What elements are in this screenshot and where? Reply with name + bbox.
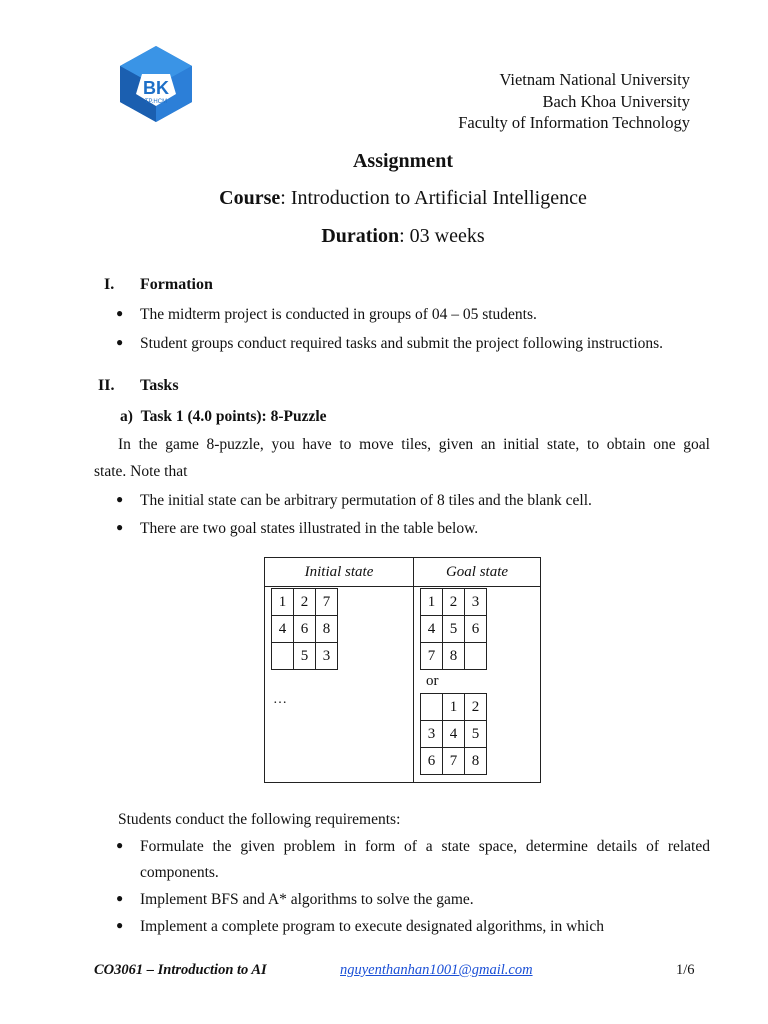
puzzle-tile (421, 694, 443, 721)
puzzle-tile: 7 (443, 748, 465, 775)
doc-title: Assignment (352, 150, 453, 172)
bullet-icon: ● (116, 891, 124, 905)
puzzle-tile: 5 (294, 643, 316, 670)
goal-grid-1 (420, 588, 487, 670)
footer-email-link[interactable]: nguyenthanhan1001@gmail.com (340, 962, 533, 978)
header-line-2: Bach Khoa University (542, 92, 690, 111)
university-logo (112, 44, 200, 132)
puzzle-tile: 3 (465, 589, 487, 616)
puzzle-tile: 5 (443, 616, 465, 643)
puzzle-tile: 1 (421, 589, 443, 616)
puzzle-tile: 4 (443, 721, 465, 748)
puzzle-tile: 4 (272, 616, 294, 643)
puzzle-tile: 7 (316, 589, 338, 616)
puzzle-tile: 5 (465, 721, 487, 748)
bullet-icon: ● (116, 306, 124, 320)
puzzle-tile: 2 (465, 694, 487, 721)
puzzle-tile: 6 (465, 616, 487, 643)
logo-subtext: TP.HCM (144, 99, 168, 105)
section-1-numeral: I. (104, 276, 115, 293)
footer-course: CO3061 – Introduction to AI (94, 962, 267, 978)
puzzle-tile: 3 (421, 721, 443, 748)
or-label: or (426, 673, 439, 689)
initial-state-header: Initial state (265, 558, 414, 587)
task-1-heading: a) Task 1 (4.0 points): 8-Puzzle (120, 408, 327, 425)
header-line-3: Faculty of Information Technology (458, 113, 690, 132)
puzzle-tile: 4 (421, 616, 443, 643)
requirements-intro: Students conduct the following requirements: (118, 811, 401, 828)
paragraph-line-1: In the game 8-puzzle, you have to move tiles, given an initial state, to obtain one goal (118, 436, 710, 453)
bullet-icon: ● (116, 918, 124, 932)
header-line-1: Vietnam National University (499, 70, 690, 89)
initial-state-cell (265, 587, 414, 783)
course-line (0, 187, 768, 210)
puzzle-tile: 8 (443, 643, 465, 670)
logo-text: BK (143, 78, 169, 98)
puzzle-tile: 3 (316, 643, 338, 670)
puzzle-tile: 1 (443, 694, 465, 721)
puzzle-tile: 1 (272, 589, 294, 616)
puzzle-tile: 2 (443, 589, 465, 616)
bullet-icon: ● (116, 492, 124, 506)
paragraph-line-2: state. Note that (94, 463, 188, 480)
goal-grid-2 (420, 693, 487, 775)
puzzle-tile (465, 643, 487, 670)
puzzle-tile: 8 (465, 748, 487, 775)
puzzle-tile: 8 (316, 616, 338, 643)
duration-label: Duration (321, 225, 400, 247)
puzzle-tile: 6 (421, 748, 443, 775)
duration-line (0, 225, 768, 248)
puzzle-tile: 6 (294, 616, 316, 643)
section-2-heading: Tasks (140, 377, 179, 394)
puzzle-tile (272, 643, 294, 670)
initial-grid (271, 588, 338, 670)
puzzle-tile: 7 (421, 643, 443, 670)
puzzle-tile: 2 (294, 589, 316, 616)
bullet-icon: ● (116, 335, 124, 349)
course-label: Course (219, 187, 281, 209)
course-value: : Introduction to Artificial Intelligence (280, 187, 587, 209)
list-item-continuation: components. (140, 864, 219, 881)
bullet-icon: ● (116, 520, 124, 534)
puzzle-states-table (264, 557, 541, 783)
goal-state-cell (414, 587, 541, 783)
duration-value: : 03 weeks (399, 225, 485, 247)
page-number: 1/6 (676, 962, 695, 978)
section-2-numeral: II. (98, 377, 115, 394)
ellipsis: … (273, 692, 287, 707)
bullet-icon: ● (116, 838, 124, 852)
goal-state-header: Goal state (414, 558, 541, 587)
section-1-heading: Formation (140, 276, 213, 293)
